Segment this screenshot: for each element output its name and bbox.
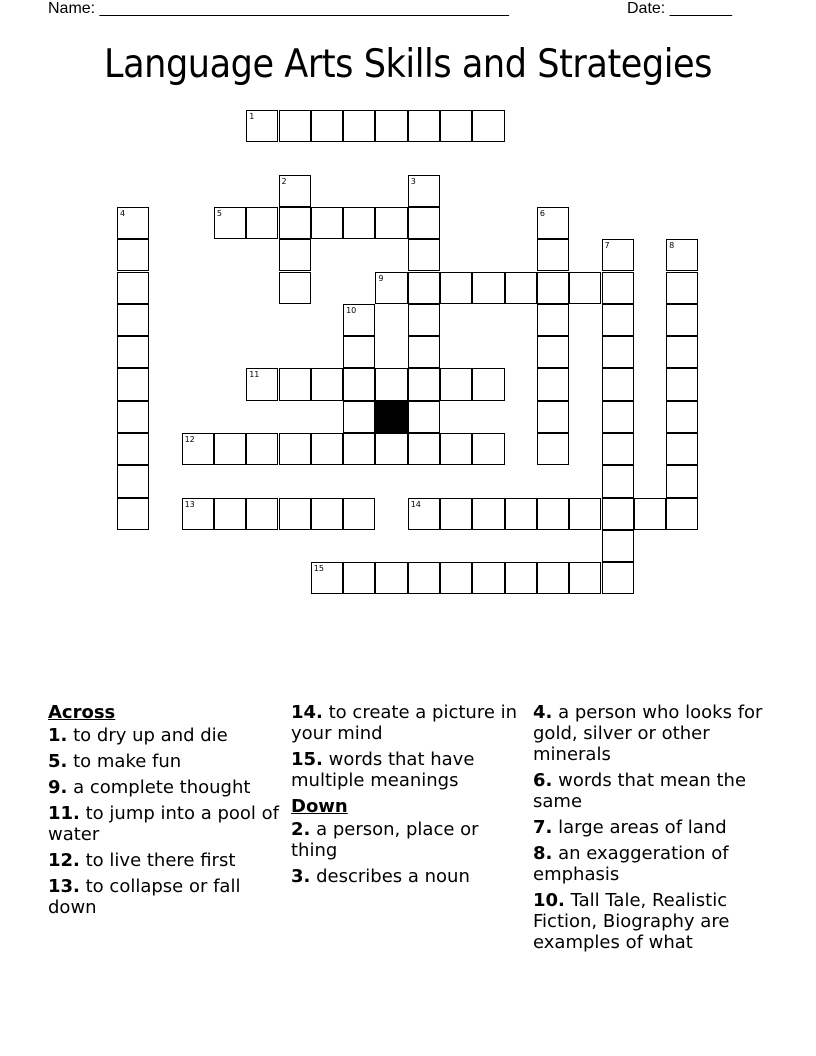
across-heading: Across	[48, 702, 116, 723]
grid-cell[interactable]	[537, 304, 569, 336]
grid-cell[interactable]	[440, 368, 472, 400]
clue-number: 5	[216, 208, 222, 218]
clue-across-14: 14. to create a picture in your mind	[291, 702, 518, 744]
grid-cell[interactable]	[569, 272, 601, 304]
clue-number: 13	[184, 499, 195, 509]
grid-cell[interactable]	[117, 368, 149, 400]
grid-cell[interactable]	[472, 368, 504, 400]
clue-across-13: 13. to collapse or fall down	[48, 876, 241, 918]
grid-cell[interactable]	[375, 110, 407, 142]
grid-cell[interactable]	[343, 401, 375, 433]
grid-cell[interactable]	[602, 272, 634, 304]
grid-cell[interactable]	[537, 207, 569, 239]
clue-number: 3	[410, 176, 416, 186]
grid-cell[interactable]	[472, 110, 504, 142]
clue-across-1: 1. to dry up and die	[48, 725, 228, 746]
clue-number: 2	[281, 176, 287, 186]
grid-cell[interactable]	[182, 433, 214, 465]
grid-cell[interactable]	[602, 336, 634, 368]
grid-cell[interactable]	[311, 368, 343, 400]
clue-number: 10	[346, 305, 357, 315]
grid-cell[interactable]	[408, 239, 440, 271]
grid-cell[interactable]	[375, 562, 407, 594]
grid-cell[interactable]	[214, 498, 246, 530]
grid-cell[interactable]	[343, 368, 375, 400]
grid-cell[interactable]	[666, 433, 698, 465]
grid-cell[interactable]	[666, 304, 698, 336]
grid-cell[interactable]	[408, 433, 440, 465]
clue-across-11: 11. to jump into a pool of water	[48, 803, 279, 845]
clues-column-1	[48, 702, 280, 923]
grid-cell[interactable]	[343, 562, 375, 594]
grid-cell[interactable]	[537, 336, 569, 368]
grid-cell[interactable]	[279, 433, 311, 465]
grid-cell[interactable]	[311, 562, 343, 594]
name-label: Name:	[48, 0, 96, 17]
clue-number: 12	[184, 435, 195, 444]
grid-cell[interactable]	[117, 207, 149, 239]
down-heading: Down	[291, 796, 348, 817]
grid-cell[interactable]	[117, 239, 149, 271]
clue-across-15: 15. words that have multiple meanings	[291, 749, 475, 791]
clue-down-3: 3. describes a noun	[291, 866, 470, 887]
clues-column-2	[291, 702, 523, 892]
grid-cell[interactable]	[666, 368, 698, 400]
grid-cell[interactable]	[440, 433, 472, 465]
clue-number: 7	[604, 241, 610, 251]
grid-cell[interactable]	[666, 272, 698, 304]
clue-number: 15	[313, 564, 324, 574]
date-blank[interactable]: _______	[669, 0, 732, 17]
grid-cell[interactable]	[279, 272, 311, 304]
grid-cell[interactable]	[279, 207, 311, 239]
grid-cell[interactable]	[666, 498, 698, 530]
grid-cell[interactable]	[408, 110, 440, 142]
grid-cell[interactable]	[666, 239, 698, 271]
grid-cell[interactable]	[279, 239, 311, 271]
grid-cell[interactable]	[602, 433, 634, 465]
grid-cell[interactable]	[569, 562, 601, 594]
clue-down-2: 2. a person, place or thing	[291, 819, 479, 861]
clue-across-12: 12. to live there first	[48, 850, 236, 871]
grid-cell[interactable]	[472, 433, 504, 465]
grid-cell[interactable]	[408, 401, 440, 433]
grid-cell[interactable]	[634, 498, 666, 530]
grid-cell[interactable]	[537, 433, 569, 465]
grid-cell[interactable]	[602, 239, 634, 271]
grid-cell[interactable]	[117, 336, 149, 368]
grid-cell[interactable]	[537, 562, 569, 594]
grid-cell[interactable]	[602, 562, 634, 594]
grid-cell[interactable]	[246, 433, 278, 465]
clue-number: 1	[249, 112, 255, 121]
grid-cell[interactable]	[214, 433, 246, 465]
grid-cell[interactable]	[117, 304, 149, 336]
grid-cell[interactable]	[311, 433, 343, 465]
grid-cell[interactable]	[182, 498, 214, 530]
grid-cell[interactable]	[311, 498, 343, 530]
grid-cell[interactable]	[279, 110, 311, 142]
grid-cell[interactable]	[117, 498, 149, 530]
grid-cell[interactable]	[505, 562, 537, 594]
grid-cell[interactable]	[311, 110, 343, 142]
clue-down-10: 10. Tall Tale, Realistic Fiction, Biography are examples of what	[533, 890, 730, 953]
clue-number: 14	[410, 499, 421, 509]
clue-across-9: 9. a complete thought	[48, 777, 251, 798]
clue-number: 9	[378, 273, 384, 283]
grid-cell[interactable]	[408, 336, 440, 368]
grid-cell[interactable]	[666, 401, 698, 433]
grid-cell[interactable]	[472, 498, 504, 530]
grid-cell[interactable]	[602, 465, 634, 497]
grid-cell[interactable]	[602, 401, 634, 433]
grid-cell[interactable]	[408, 272, 440, 304]
grid-cell[interactable]	[343, 498, 375, 530]
grid-cell[interactable]	[472, 272, 504, 304]
clue-number: 11	[249, 370, 260, 380]
grid-cell[interactable]	[440, 272, 472, 304]
grid-cell[interactable]	[666, 336, 698, 368]
grid-cell[interactable]	[505, 498, 537, 530]
grid-cell[interactable]	[117, 401, 149, 433]
grid-cell[interactable]	[343, 336, 375, 368]
grid-cell[interactable]	[343, 110, 375, 142]
grid-cell[interactable]	[666, 465, 698, 497]
grid-cell[interactable]	[440, 498, 472, 530]
grid-cell[interactable]	[537, 401, 569, 433]
clue-down-7: 7. large areas of land	[533, 817, 727, 838]
grid-cell[interactable]	[408, 304, 440, 336]
clue-down-6: 6. words that mean the same	[533, 770, 747, 812]
grid-cell[interactable]	[408, 368, 440, 400]
grid-cell[interactable]	[246, 368, 278, 400]
grid-cell[interactable]	[311, 207, 343, 239]
grid-cell[interactable]	[472, 562, 504, 594]
page-title: Language Arts Skills and Strategies	[103, 42, 713, 87]
clue-number: 4	[120, 208, 126, 218]
grid-cell[interactable]	[279, 368, 311, 400]
grid-cell[interactable]	[375, 272, 407, 304]
clue-number: 8	[669, 241, 675, 251]
grid-cell[interactable]	[343, 304, 375, 336]
grid-cell[interactable]	[375, 368, 407, 400]
grid-cell[interactable]	[214, 207, 246, 239]
grid-cell[interactable]	[408, 498, 440, 530]
clue-down-4: 4. a person who looks for gold, silver or other minerals	[533, 702, 763, 765]
grid-cell[interactable]	[505, 272, 537, 304]
grid-cell[interactable]	[537, 239, 569, 271]
grid-cell[interactable]	[246, 207, 278, 239]
grid-cell[interactable]	[537, 498, 569, 530]
clue-down-8: 8. an exaggeration of emphasis	[533, 843, 729, 885]
grid-cell[interactable]	[117, 465, 149, 497]
grid-cell[interactable]	[117, 433, 149, 465]
grid-cell[interactable]	[537, 368, 569, 400]
grid-cell[interactable]	[246, 498, 278, 530]
grid-cell[interactable]	[279, 498, 311, 530]
grid-cell[interactable]	[375, 433, 407, 465]
grid-cell[interactable]	[408, 562, 440, 594]
grid-cell[interactable]	[602, 498, 634, 530]
date-label: Date:	[627, 0, 666, 17]
grid-cell[interactable]	[375, 207, 407, 239]
grid-cell[interactable]	[569, 498, 601, 530]
grid-cell[interactable]	[246, 110, 278, 142]
grid-cell[interactable]	[408, 207, 440, 239]
grid-cell[interactable]	[117, 272, 149, 304]
grid-cell[interactable]	[343, 207, 375, 239]
grid-cell[interactable]	[602, 530, 634, 562]
grid-cell[interactable]	[343, 433, 375, 465]
clue-number: 6	[539, 208, 545, 218]
black-cell	[375, 401, 407, 433]
grid-cell[interactable]	[440, 562, 472, 594]
grid-cell[interactable]	[602, 304, 634, 336]
grid-cell[interactable]	[602, 368, 634, 400]
grid-cell[interactable]	[440, 110, 472, 142]
grid-cell[interactable]	[537, 272, 569, 304]
name-blank[interactable]: ______________________________________________	[99, 0, 509, 17]
clues-column-3	[533, 702, 773, 958]
grid-cell[interactable]	[279, 175, 311, 207]
clue-across-5: 5. to make fun	[48, 751, 182, 772]
grid-cell[interactable]	[408, 175, 440, 207]
